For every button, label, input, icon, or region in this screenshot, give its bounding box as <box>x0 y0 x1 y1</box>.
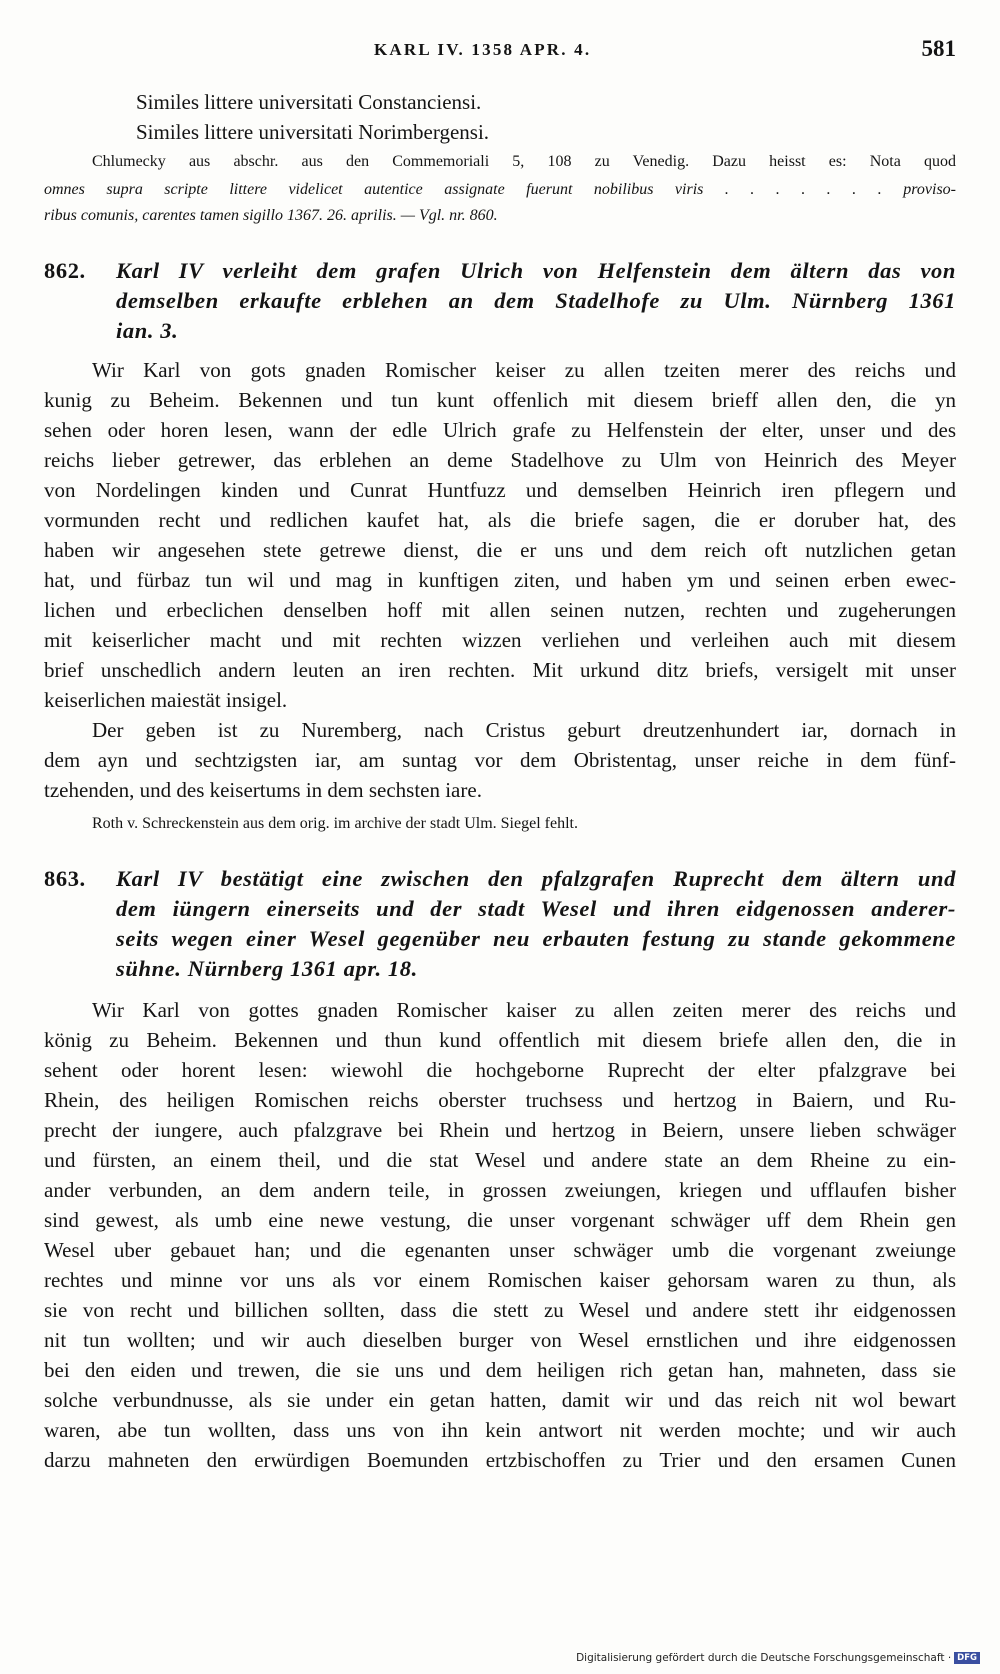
regest-heading-line: Karl IV verleiht dem grafen Ulrich von Helfenstein dem ältern das von <box>116 258 956 283</box>
charter-text-line: hat, und fürbaz tun wil und mag in kunftigen ziten, und haben ym und seinen erben ewec- <box>44 568 956 592</box>
regest-heading-line: dem iüngern einerseits und der stadt Wesel und ihren eidgenossen anderer- <box>116 896 956 921</box>
regest-heading-line: seits wegen einer Wesel gegenüber neu erbauten festung zu stande gekommene <box>116 926 956 951</box>
source-note-line: omnes supra scripte littere videlicet autentice assignate fuerunt nobilibus viris . . . . . . . provisо- <box>44 181 956 198</box>
regest-heading-line: ian. 3. <box>116 318 179 343</box>
simile-line: Similes littere universitati Constanciensi. <box>136 90 482 114</box>
charter-text-line: Der geben ist zu Nuremberg, nach Cristus geburt dreutzenhundert iar, dornach in <box>92 718 956 742</box>
charter-text-line: solche verbundnusse, als sie under ein getan hatten, damit wir und das reich nit wol bewart <box>44 1388 956 1412</box>
digitization-credit <box>576 1652 980 1664</box>
charter-text-line: Wesel uber gebauet han; und die egenanten unser schwäger umb die vorgenant zweiunge <box>44 1238 956 1262</box>
source-note-line: ribus comunis, carentes tamen sigillo 1367. 26. aprilis. — Vgl. nr. 860. <box>44 207 498 224</box>
charter-text-line: sind gewest, als umb eine newe vestung, die unser vorgenant schwäger uff dem Rhein gen <box>44 1208 956 1232</box>
charter-text-line: dem ayn und sechtzigsten iar, am suntag vor dem Obristentag, unser reiche in dem fünf- <box>44 748 956 772</box>
document-number: 863. <box>44 866 86 891</box>
charter-text-line: könig zu Beheim. Bekennen und thun kund offentlich mit diesem briefe allen den, die in <box>44 1028 956 1052</box>
charter-text-line: darzu mahneten den erwürdigen Boemunden ertzbischoffen zu Trier und den ersamen Cunen <box>44 1448 956 1472</box>
charter-text-line: Wir Karl von gots gnaden Romischer keiser zu allen tzeiten merer des reichs und <box>92 358 956 382</box>
charter-text-line: kunig zu Beheim. Bekennen und tun kunt offenlich mit diesem brieff allen den, die yn <box>44 388 956 412</box>
source-note-line: Chlumecky aus abschr. aus den Commemoriali 5, 108 zu Venedig. Dazu heisst es: Nota quod <box>92 153 956 170</box>
charter-text-line: Rhein, des heiligen Romischen reichs oberster truchsess und hertzog in Baiern, und Ru- <box>44 1088 956 1112</box>
regest-heading-line: Karl IV bestätigt eine zwischen den pfalzgrafen Ruprecht dem ältern und <box>116 866 956 891</box>
regest-heading-line: sühne. Nürnberg 1361 apr. 18. <box>116 956 418 981</box>
charter-text-line: reichs lieber getrewer, das erblehen an deme Stadelhove zu Ulm von Heinrich des Meyer <box>44 448 956 472</box>
charter-text-line: sehent oder horent lesen: wiewohl die hochgeborne Ruprecht der elter pfalzgrave bei <box>44 1058 956 1082</box>
charter-text-line: tzehenden, und des keisertums in dem sechsten iare. <box>44 778 482 802</box>
charter-text-line: sie von recht und billichen sollten, dass die stett zu Wesel und andere stett ihr eidgenossen <box>44 1298 956 1322</box>
charter-text-line: mit keiserlicher macht und mit rechten wizzen verliehen und verleihen auch mit diesem <box>44 628 956 652</box>
credit-text: Digitalisierung gefördert durch die Deutsche Forschungsgemeinschaft · <box>576 1652 952 1664</box>
dfg-logo-icon: DFG <box>954 1652 980 1664</box>
regest-heading-line: demselben erkaufte erblehen an dem Stadelhofe zu Ulm. Nürnberg 1361 <box>116 288 956 313</box>
document-page <box>44 0 956 1674</box>
document-number: 862. <box>44 258 86 283</box>
charter-text-line: keiserlichen maiestät insigel. <box>44 688 288 712</box>
charter-text-line: bei den eiden und trewen, die sie uns und dem heiligen rich getan han, mahneten, dass sie <box>44 1358 956 1382</box>
simile-line: Similes littere universitati Norimbergensi. <box>136 120 490 144</box>
charter-text-line: brief unschedlich andern leuten an iren rechten. Mit urkund ditz briefs, versigelt mit unser <box>44 658 956 682</box>
charter-text-line: rechtes und minne vor uns als vor einem Romischen kaiser gehorsam waren zu thun, als <box>44 1268 956 1292</box>
charter-text-line: vormunden recht und redlichen kaufet hat, als die briefe sagen, die er doruber hat, des <box>44 508 956 532</box>
charter-text-line: und fürsten, an einem theil, und die stat Wesel und andere state an dem Rheine zu ein- <box>44 1148 956 1172</box>
page-number: 581 <box>921 36 956 61</box>
charter-text-line: waren, abe tun wollten, dass uns von ihn kein antwort nit werden mochte; und wir auch <box>44 1418 956 1442</box>
charter-text-line: nit tun wollten; und wir auch dieselben burger von Wesel ernstlichen und ihre eidgenossen <box>44 1328 956 1352</box>
charter-text-line: haben wir angesehen stete getrewe dienst, die er uns und dem reich oft nutzlichen getan <box>44 538 956 562</box>
running-title: KARL IV. 1358 APR. 4. <box>374 40 592 59</box>
charter-text-line: Wir Karl von gottes gnaden Romischer kaiser zu allen zeiten merer des reichs und <box>92 998 956 1022</box>
charter-text-line: sehen oder horen lesen, wann der edle Ulrich grafe zu Helfenstein der elter, unser und des <box>44 418 956 442</box>
charter-text-line: ander verbunden, an dem andern teile, in grossen zweiungen, kriegen und ufflaufen bisher <box>44 1178 956 1202</box>
running-head <box>44 36 956 66</box>
charter-text-line: lichen und erbeclichen denselben hoff mit allen seinen nutzen, rechten und zugeherungen <box>44 598 956 622</box>
charter-text-line: von Nordelingen kinden und Cunrat Huntfuzz und demselben Heinrich iren pflegern und <box>44 478 956 502</box>
charter-text-line: precht der iungere, auch pfalzgrave bei Rhein und hertzog in Beiern, unsere lieben schwäger <box>44 1118 956 1142</box>
archival-note: Roth v. Schreckenstein aus dem orig. im archive der stadt Ulm. Siegel fehlt. <box>92 815 578 832</box>
